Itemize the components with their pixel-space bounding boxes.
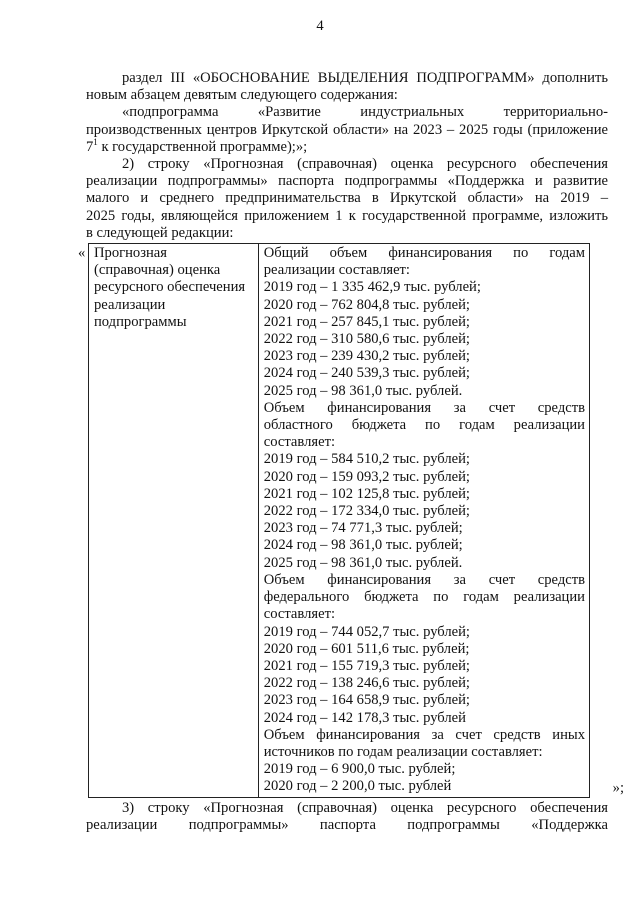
- following-paragraph: [86, 800, 608, 834]
- regional-heading: Объем финансирования за счет средств: [263, 399, 585, 416]
- total-item: 2021 год – 257 845,1 тыс. рублей;: [263, 313, 470, 330]
- federal-item: 2020 год – 601 511,6 тыс. рублей;: [263, 640, 470, 657]
- label-line: (справочная) оценка: [94, 262, 221, 279]
- other-heading: Объем финансирования за счет средств иных: [263, 726, 585, 743]
- regional-item: 2022 год – 172 334,0 тыс. рублей;: [263, 503, 470, 520]
- label-line: подпрограммы: [94, 313, 187, 330]
- document-body: [78, 70, 624, 798]
- other-heading: источников по годам реализации составляет:: [263, 743, 543, 760]
- regional-item: 2025 год – 98 361,0 тыс. рублей.: [263, 554, 463, 571]
- paragraph-subprogram-line2: производственных центров Иркутской области» на 2023 – 2025 годы (приложение: [86, 121, 608, 138]
- other-item: 2019 год – 6 900,0 тыс. рублей;: [263, 761, 456, 778]
- passport-table: [88, 243, 590, 798]
- federal-item: 2022 год – 138 246,6 тыс. рублей;: [263, 675, 470, 692]
- value-cell: [258, 244, 589, 798]
- label-line: ресурсного обеспечения: [94, 279, 246, 296]
- label-line: Прогнозная: [94, 245, 167, 262]
- closing-quote: »;: [612, 780, 624, 797]
- regional-item: 2023 год – 74 771,3 тыс. рублей;: [263, 520, 463, 537]
- regional-item: 2024 год – 98 361,0 тыс. рублей;: [263, 537, 463, 554]
- total-item: 2024 год – 240 539,3 тыс. рублей;: [263, 365, 470, 382]
- federal-heading: Объем финансирования за счет средств: [263, 571, 585, 588]
- total-heading: реализации составляет:: [263, 262, 410, 279]
- paragraph-section-iii-line1: раздел III «ОБОСНОВАНИЕ ВЫДЕЛЕНИЯ ПОДПРОГРАММ» дополнить: [122, 70, 608, 86]
- regional-heading: составляет:: [263, 434, 336, 451]
- federal-heading: составляет:: [263, 606, 336, 623]
- regional-item: 2019 год – 584 510,2 тыс. рублей;: [263, 451, 470, 468]
- federal-item: 2019 год – 744 052,7 тыс. рублей;: [263, 623, 470, 640]
- regional-heading: областного бюджета по годам реализации: [263, 417, 585, 434]
- total-item: 2020 год – 762 804,8 тыс. рублей;: [263, 296, 470, 313]
- total-item: 2019 год – 1 335 462,9 тыс. рублей;: [263, 279, 481, 296]
- paragraph-subprogram-line1: «подпрограмма «Развитие индустриальных территориально-: [122, 104, 608, 121]
- paragraph-item2-line3: малого и среднего предпринимательства в Иркутской области» на 2019 –: [86, 190, 608, 207]
- paragraph-item2-line1: 2) строку «Прогнозная (справочная) оценка ресурсного обеспечения: [122, 156, 608, 173]
- federal-item: 2021 год – 155 719,3 тыс. рублей;: [263, 657, 470, 674]
- paragraph-section-iii-line2: новым абзацем девятым следующего содержания:: [86, 87, 398, 104]
- page-number: 4: [316, 18, 324, 34]
- total-item: 2025 год – 98 361,0 тыс. рублей.: [263, 382, 463, 399]
- other-item: 2020 год – 2 200,0 тыс. рублей: [263, 778, 452, 795]
- total-heading: Общий объем финансирования по годам: [263, 245, 585, 262]
- paragraph-subprogram-line3: [86, 136, 608, 156]
- table-row: [89, 244, 590, 798]
- paragraph-item3-line1: 3) строку «Прогнозная (справочная) оценка ресурсного обеспечения: [122, 800, 608, 816]
- label-line: реализации: [94, 296, 166, 313]
- appendix-superscript: 1: [93, 136, 98, 147]
- opening-quote: «: [78, 245, 86, 262]
- federal-heading: федерального бюджета по годам реализации: [263, 589, 585, 606]
- paragraph-item2-line4: 2025 годы, являющейся приложением 1 к государственной программе, изложить: [86, 207, 608, 224]
- paragraph-item3-line2: реализации подпрограммы» паспорта подпрограммы «Поддержка: [86, 817, 608, 834]
- appendix-number: 7: [86, 138, 94, 155]
- label-cell: [89, 244, 259, 798]
- paragraph-item2-line5: в следующей редакции:: [86, 224, 234, 241]
- paragraph-item2-line2: реализации подпрограммы» паспорта подпрограммы «Поддержка и развитие: [86, 173, 608, 190]
- appendix-text: к государственной программе);»;: [97, 138, 308, 155]
- regional-item: 2021 год – 102 125,8 тыс. рублей;: [263, 485, 470, 502]
- regional-item: 2020 год – 159 093,2 тыс. рублей;: [263, 468, 470, 485]
- total-item: 2023 год – 239 430,2 тыс. рублей;: [263, 348, 470, 365]
- total-item: 2022 год – 310 580,6 тыс. рублей;: [263, 331, 470, 348]
- passport-table-wrapper: [78, 243, 624, 798]
- federal-item: 2023 год – 164 658,9 тыс. рублей;: [263, 692, 470, 709]
- federal-item: 2024 год – 142 178,3 тыс. рублей: [263, 709, 466, 726]
